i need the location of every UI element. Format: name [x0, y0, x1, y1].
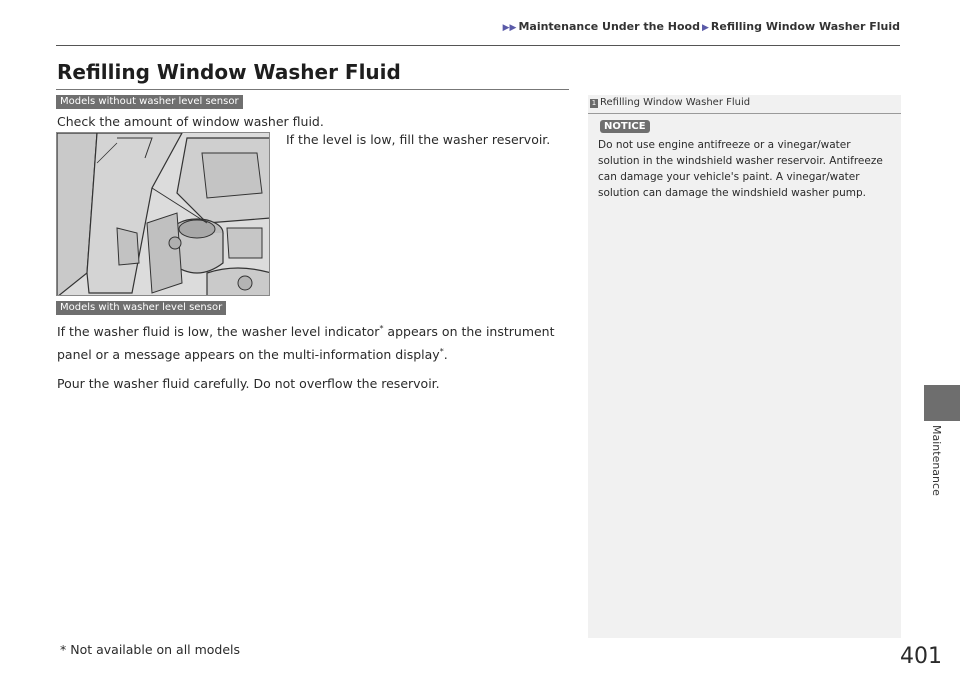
footnote: * Not available on all models — [60, 642, 241, 657]
breadcrumb-arrow-icon: ▶ — [701, 23, 709, 33]
level-indicator-text — [57, 319, 555, 365]
title-divider — [56, 89, 569, 90]
sidenote-panel — [588, 95, 901, 638]
footnote-asterisk: * — [439, 347, 444, 357]
page-number: 401 — [900, 644, 942, 669]
fill-reservoir-text: If the level is low, fill the washer reservoir. — [286, 132, 551, 147]
models-with-sensor-label: Models with washer level sensor — [56, 301, 226, 315]
indicator-text-part: panel or a message appears on the multi-information display — [57, 347, 440, 363]
breadcrumb — [501, 20, 900, 33]
header-divider — [56, 45, 900, 46]
washer-reservoir-illustration — [56, 132, 270, 296]
reference-marker-icon: 1 — [591, 99, 597, 107]
engine-bay-drawing — [57, 133, 270, 296]
chapter-tab-label: Maintenance — [930, 425, 943, 496]
sidenote-heading-text[interactable]: Refilling Window Washer Fluid — [600, 97, 751, 108]
pour-carefully-text: Pour the washer fluid carefully. Do not overflow the reservoir. — [57, 376, 440, 391]
check-amount-text: Check the amount of window washer fluid. — [57, 114, 324, 129]
indicator-text-part: appears on the instrument — [383, 324, 555, 340]
sidenote-heading — [588, 95, 901, 114]
models-without-sensor-label: Models without washer level sensor — [56, 95, 243, 109]
breadcrumb-arrow-icon: ▶▶ — [502, 23, 517, 33]
notice-badge: NOTICE — [600, 120, 650, 133]
footnote-asterisk: * — [379, 324, 384, 333]
breadcrumb-page: Refilling Window Washer Fluid — [710, 20, 900, 33]
page-title: Refilling Window Washer Fluid — [57, 60, 401, 84]
indicator-text-part: . — [443, 347, 448, 363]
chapter-tab[interactable] — [924, 385, 960, 421]
indicator-text-part: If the washer fluid is low, the washer level indicator — [57, 324, 380, 340]
breadcrumb-section[interactable]: Maintenance Under the Hood — [518, 20, 700, 33]
notice-text: Do not use engine antifreeze or a vinegar/water solution in the windshield washer reservoir. Antifreeze can damage your vehicle's paint. A vinegar/water solution can damage the windshield washer pump. — [598, 139, 883, 199]
